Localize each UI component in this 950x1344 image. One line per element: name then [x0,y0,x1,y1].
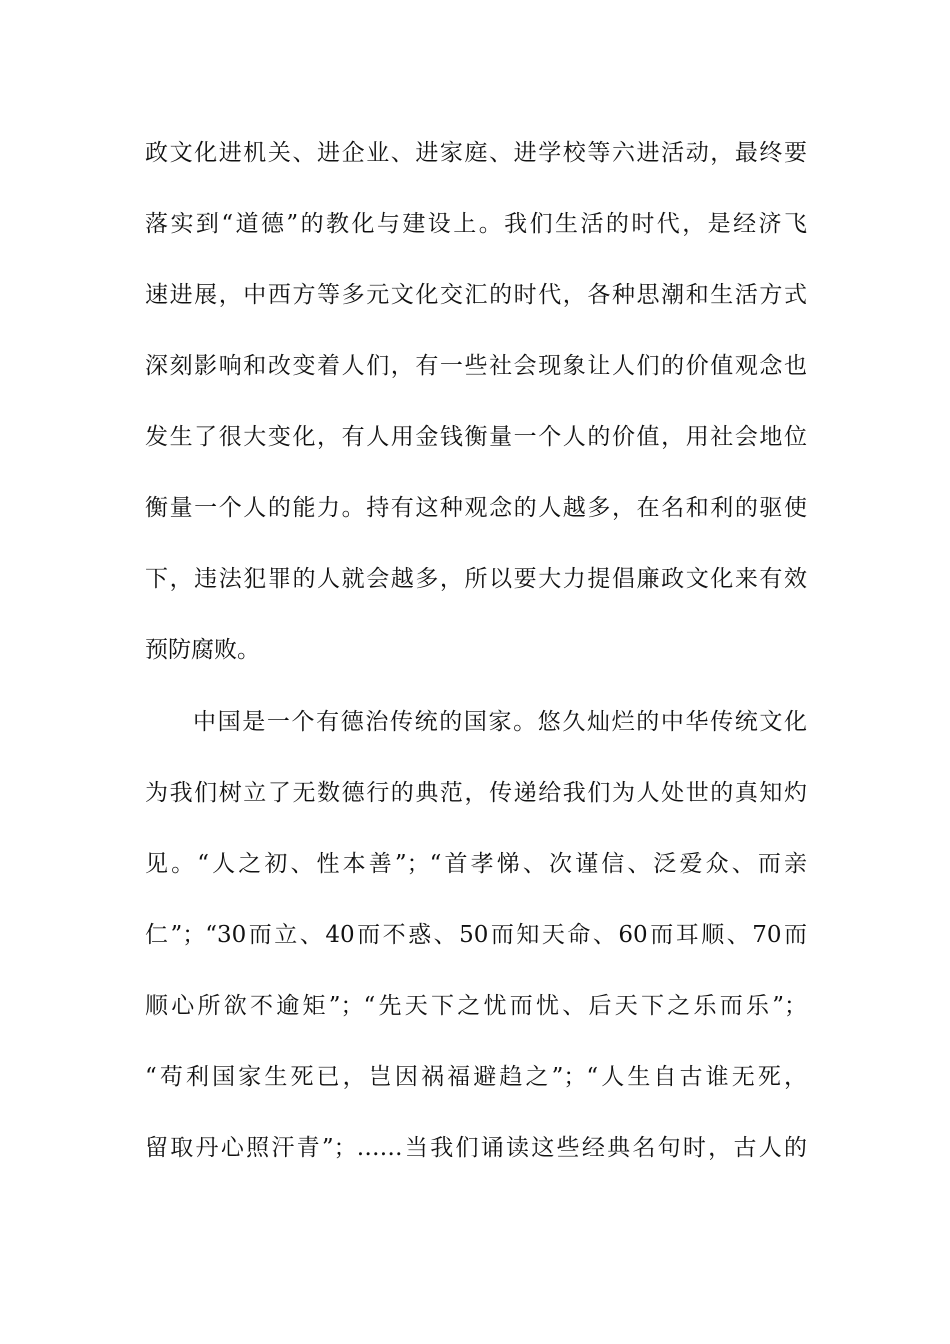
paragraph-2-line-4: 仁”；“30而立、40而不惑、50而知天命、60而耳顺、70而 [145,922,807,948]
paragraph-1-line-7: 下，违法犯罪的人就会越多，所以要大力提倡廉政文化来有效 [145,566,807,592]
paragraph-1-line-1: 政文化进机关、进企业、进家庭、进学校等六进活动，最终要 [145,140,807,166]
paragraph-1-line-8: 预防腐败。 [145,637,260,663]
paragraph-2-line-1: 中国是一个有德治传统的国家。悠久灿烂的中华传统文化 [193,709,807,735]
paragraph-1-line-5: 发生了很大变化，有人用金钱衡量一个人的价值，用社会地位 [145,424,807,450]
paragraph-2-line-3: 见。“人之初、性本善”；“首孝悌、次谨信、泛爱众、而亲 [145,851,807,877]
paragraph-2-line-6: “苟利国家生死已，岂因祸福避趋之”；“人生自古谁无死， [145,1064,807,1090]
paragraph-1-line-4: 深刻影响和改变着人们，有一些社会现象让人们的价值观念也 [145,353,807,379]
paragraph-2-line-7: 留取丹心照汗青”；……当我们诵读这些经典名句时，古人的 [145,1135,807,1161]
paragraph-1-line-3: 速进展，中西方等多元文化交汇的时代，各种思潮和生活方式 [145,282,807,308]
paragraph-2-line-5: 顺心所欲不逾矩”；“先天下之忧而忧、后天下之乐而乐”； [145,993,807,1019]
paragraph-1-line-2: 落实到“道德”的教化与建设上。我们生活的时代，是经济飞 [145,211,807,237]
paragraph-1-line-6: 衡量一个人的能力。持有这种观念的人越多，在名和利的驱使 [145,495,807,521]
paragraph-2-line-2: 为我们树立了无数德行的典范，传递给我们为人处世的真知灼 [145,780,807,806]
